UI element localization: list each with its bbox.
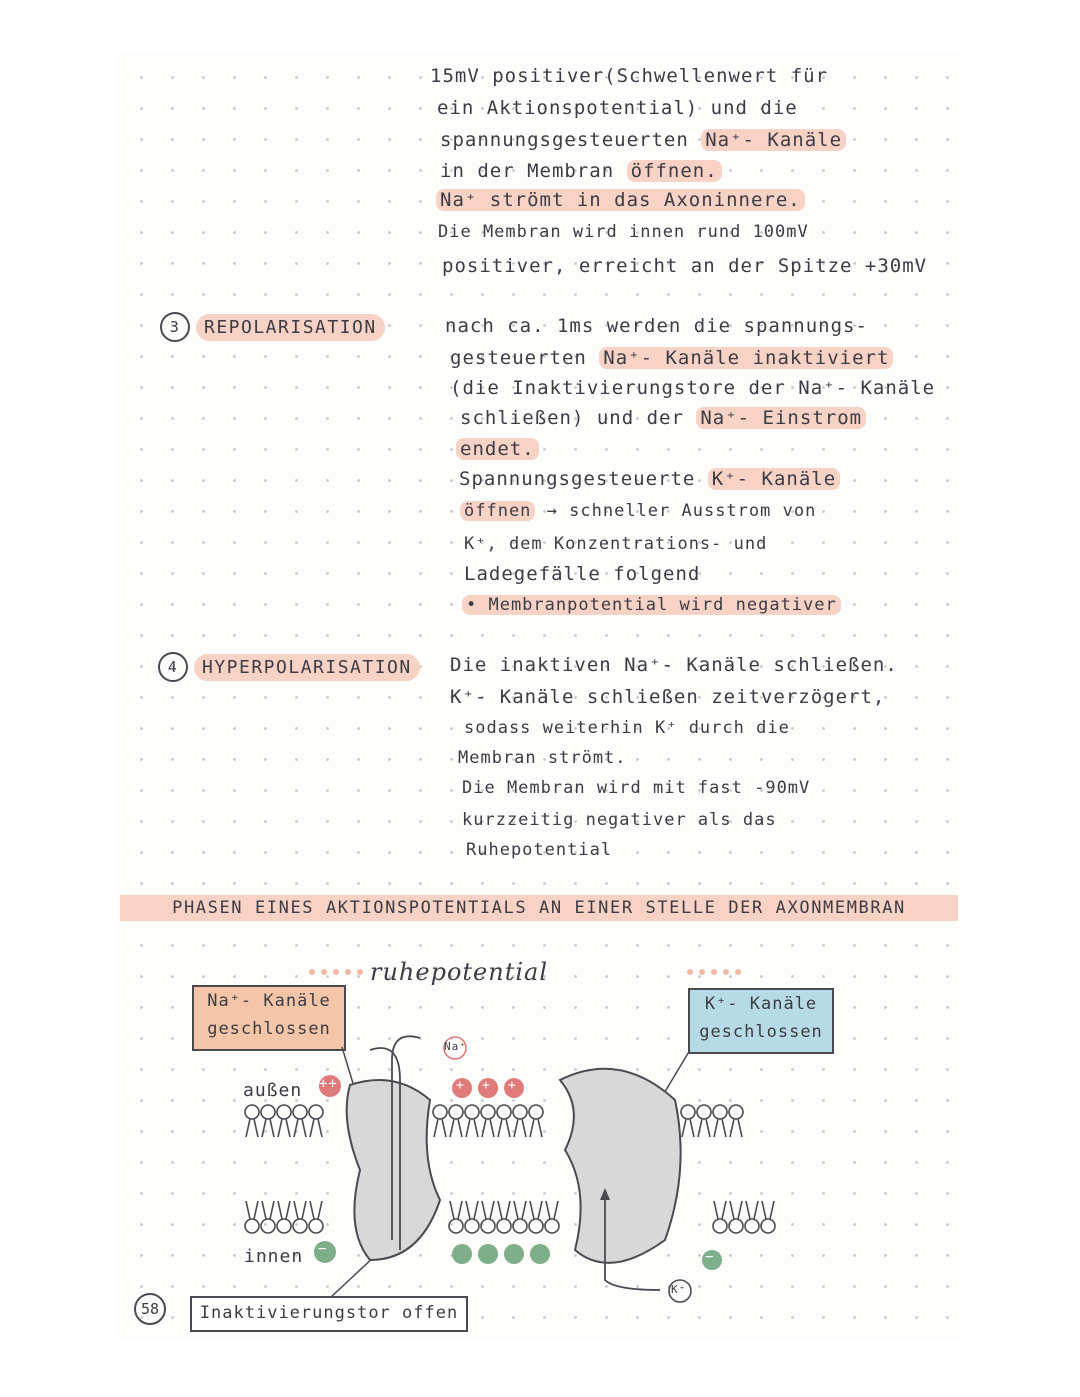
text-line: Die Membran wird innen rund 100mV bbox=[438, 222, 809, 242]
highlight: Na⁺- Einstrom bbox=[696, 407, 866, 429]
plus-label: + bbox=[482, 1078, 491, 1093]
plus-label: + bbox=[508, 1078, 517, 1093]
text-line: Ladegefälle folgend bbox=[464, 563, 701, 585]
text-line: Die Membran wird mit fast -90mV bbox=[462, 778, 811, 798]
na-channel-protein bbox=[347, 1080, 440, 1260]
text-fragment: gesteuerten bbox=[450, 347, 587, 369]
highlight: Na⁺- Kanäle bbox=[701, 129, 846, 151]
highlight: endet. bbox=[456, 438, 539, 460]
highlight: K⁺- Kanäle bbox=[708, 468, 840, 490]
text-line: Ruhepotential bbox=[466, 840, 613, 860]
lipid-bilayer-bottom bbox=[245, 1201, 775, 1233]
text-line: 15mV positiver(Schwellenwert für bbox=[430, 65, 829, 87]
outside-label: außen bbox=[243, 1080, 303, 1101]
phase-number: 3 bbox=[160, 312, 190, 342]
k-ion-label: K⁺ bbox=[671, 1283, 687, 1296]
minus-label: − bbox=[318, 1241, 328, 1257]
text-line: K⁺- Kanäle schließen zeitverzögert, bbox=[450, 686, 886, 708]
highlight: Na⁺ strömt in das Axoninnere. bbox=[436, 189, 805, 211]
box-line: Na⁺- Kanäle bbox=[207, 991, 331, 1011]
phase-title: HYPERPOLARISATION bbox=[194, 654, 420, 681]
text-fragment: → schneller Ausstrom von bbox=[546, 501, 817, 521]
plus-label: ++ bbox=[319, 1076, 338, 1092]
phase-title: REPOLARISATION bbox=[196, 314, 385, 341]
na-ion-label: Na⁺ bbox=[444, 1040, 467, 1053]
inside-label: innen bbox=[244, 1246, 304, 1267]
heading-dots bbox=[309, 969, 741, 975]
box-line: geschlossen bbox=[207, 1019, 331, 1039]
box-line: geschlossen bbox=[699, 1022, 823, 1042]
highlight: öffnen. bbox=[627, 160, 722, 182]
section-banner: PHASEN EINES AKTIONSPOTENTIALS AN EINER STELLE DER AXONMEMBRAN bbox=[120, 895, 958, 921]
text-line: Die inaktiven Na⁺- Kanäle schließen. bbox=[450, 654, 898, 676]
k-channel-protein bbox=[560, 1069, 681, 1263]
highlight: • Membranpotential wird negativer bbox=[462, 595, 841, 615]
box-line: K⁺- Kanäle bbox=[704, 994, 818, 1014]
text-line: kurzzeitig negativer als das bbox=[462, 810, 777, 830]
text-line: K⁺, dem Konzentrations- und bbox=[464, 534, 768, 554]
text-fragment: in der Membran bbox=[440, 160, 615, 182]
highlight: Na⁺- Kanäle inaktiviert bbox=[599, 347, 893, 369]
text-line: (die Inaktivierungstore der Na⁺- Kanäle bbox=[450, 377, 936, 399]
text-line: ein Aktionspotential) und die bbox=[437, 97, 798, 119]
text-line: nach ca. 1ms werden die spannungs- bbox=[445, 315, 868, 337]
text-line: positiver, erreicht an der Spitze +30mV bbox=[442, 255, 928, 277]
text-line: Membran strömt. bbox=[458, 748, 627, 768]
plus-label: + bbox=[456, 1078, 465, 1093]
page-number: 58 bbox=[134, 1293, 166, 1325]
text-fragment: schließen) und der bbox=[460, 407, 684, 429]
highlight: öffnen bbox=[460, 501, 535, 521]
phase-number: 4 bbox=[158, 652, 188, 682]
text-line: sodass weiterhin K⁺ durch die bbox=[464, 718, 790, 738]
diagram-heading: ruhepotential bbox=[370, 958, 549, 986]
text-fragment: Spannungsgesteuerte bbox=[459, 468, 696, 490]
inactivation-gate-box: Inaktivierungstor offen bbox=[190, 1296, 468, 1332]
text-fragment: spannungsgesteuerten bbox=[440, 129, 689, 151]
minus-label: − bbox=[705, 1249, 715, 1265]
